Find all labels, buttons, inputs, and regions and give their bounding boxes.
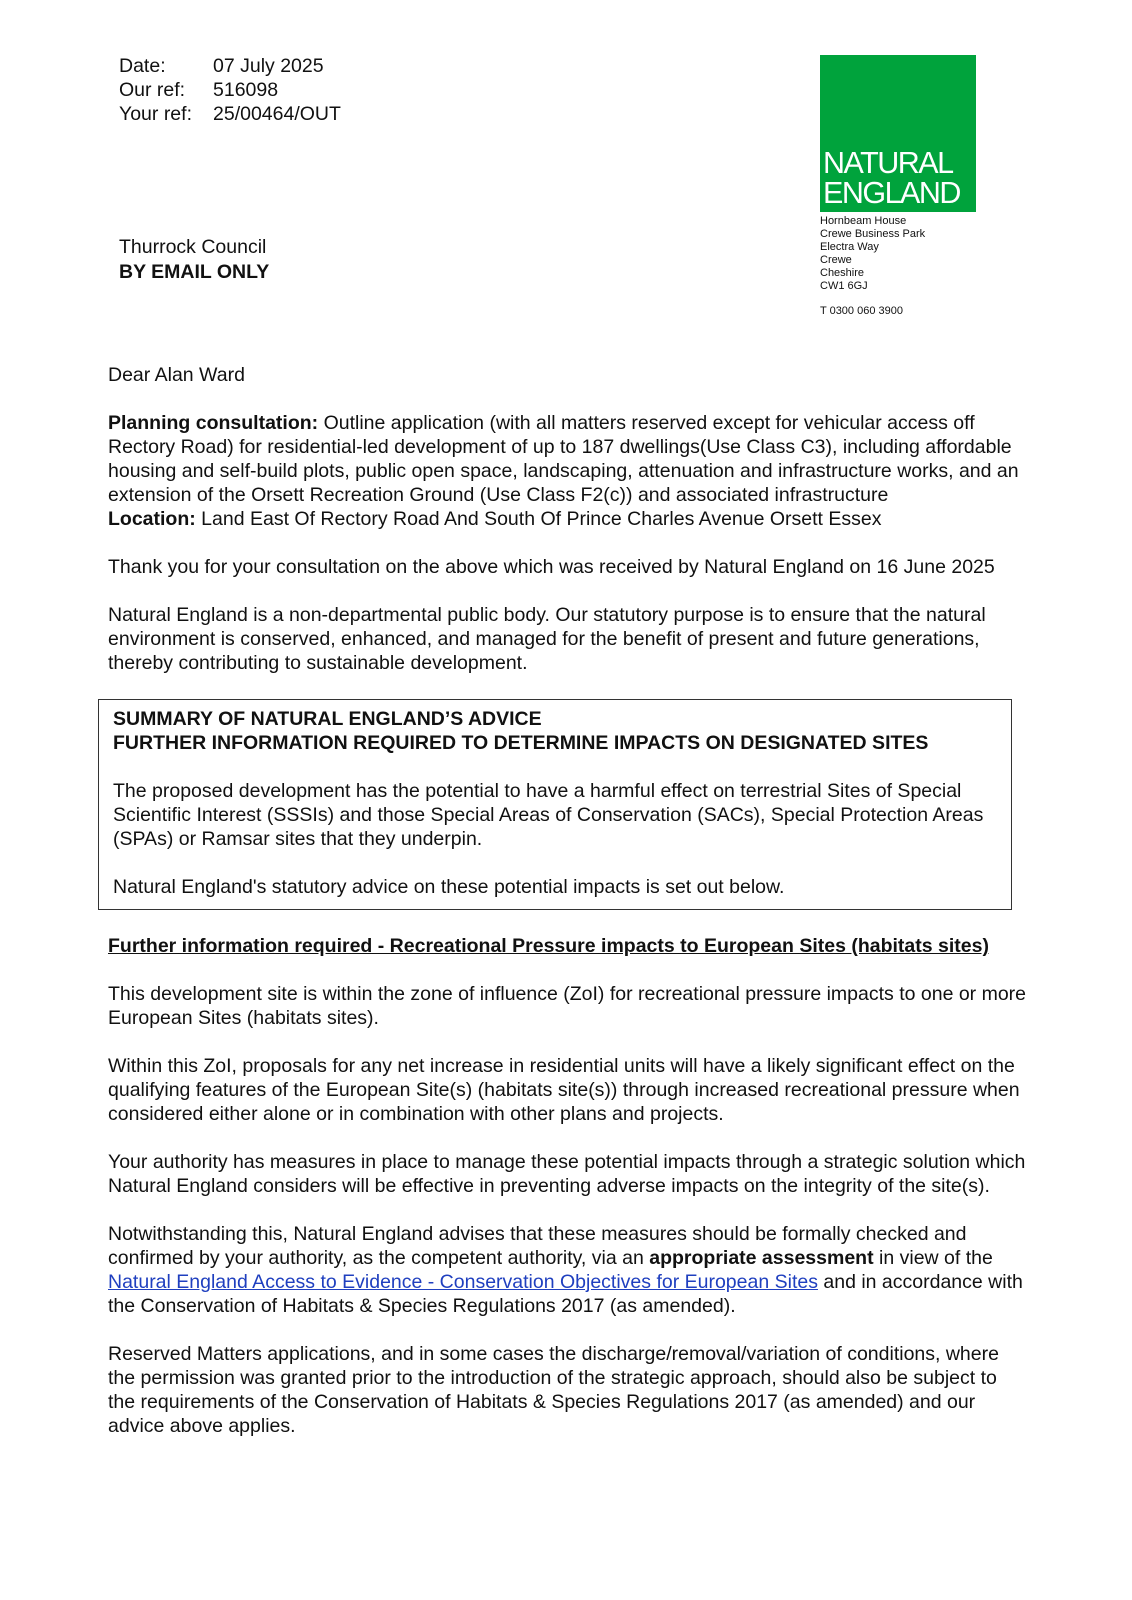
body-paragraph-3: Your authority has measures in place to manage these potential impacts through a strategic solution which Natural England considers will be effective in preventing adverse impacts on the integrity of the site(s). <box>108 1151 1026 1197</box>
your-ref-row <box>119 102 341 126</box>
consultation-paragraph <box>108 411 1028 531</box>
date-row <box>119 54 341 78</box>
our-ref-label: Our ref: <box>119 79 186 101</box>
summary-title-line-1: SUMMARY OF NATURAL ENGLAND’S ADVICE <box>113 708 542 730</box>
body-paragraph-1: This development site is within the zone of influence (ZoI) for recreational pressure impacts to one or more European Sites (habitats sites). <box>108 983 1027 1029</box>
address-line: Cheshire <box>820 267 865 279</box>
date-label: Date: <box>119 55 166 77</box>
logo-wordmark <box>823 148 960 208</box>
consultation-label: Planning consultation: <box>108 412 319 434</box>
p4-text-c: and in accordance with the Conservation of Habitats & Species Regulations 2017 (as amended). <box>108 1271 1023 1317</box>
delivery-method: BY EMAIL ONLY <box>119 261 270 283</box>
location-text: Land East Of Rectory Road And South Of Prince Charles Avenue Orsett Essex <box>195 508 882 530</box>
letter-body <box>108 363 1028 1462</box>
intro-paragraph: Natural England is a non-departmental public body. Our statutory purpose is to ensure that the natural environment is conserved, enhanced, and managed for the benefit of present and future generations, thereby contributing to sustainable development. <box>108 604 986 674</box>
reference-block <box>119 54 341 126</box>
body-paragraph-2: Within this ZoI, proposals for any net increase in residential units will have a likely significant effect on the qualifying features of the European Site(s) (habitats site(s)) through increased recreational pressure when considered either alone or in combination with other plans and projects. <box>108 1055 1020 1125</box>
summary-title-line-2: FURTHER INFORMATION REQUIRED TO DETERMINE IMPACTS ON DESIGNATED SITES <box>113 732 929 754</box>
logo-line-2: ENGLAND <box>823 176 960 210</box>
sender-phone: T 0300 060 3900 <box>820 305 903 317</box>
your-ref-value: 25/00464/OUT <box>213 103 341 125</box>
address-line: Crewe <box>820 254 852 266</box>
p4-text-b: in view of the <box>873 1247 993 1269</box>
summary-title <box>113 707 1003 755</box>
address-line: Hornbeam House <box>820 215 907 227</box>
summary-paragraph-2: Natural England's statutory advice on these potential impacts is set out below. <box>113 876 785 898</box>
date-value: 07 July 2025 <box>213 55 324 77</box>
your-ref-label: Your ref: <box>119 103 192 125</box>
recipient-name: Thurrock Council <box>119 236 267 258</box>
recipient-block <box>119 235 269 285</box>
body-paragraph-5: Reserved Matters applications, and in some cases the discharge/removal/variation of conditions, where the permission was granted prior to the introduction of the strategic approach, should also be subject to the requirements of the Conservation of Habitats & Species Regulations 2017 (as amended) and our advice above applies. <box>108 1343 999 1437</box>
advice-summary-box <box>98 699 1012 910</box>
sender-address <box>820 215 925 318</box>
body-paragraph-4 <box>108 1222 1028 1318</box>
address-line: CW1 6GJ <box>820 280 868 292</box>
thanks-paragraph: Thank you for your consultation on the above which was received by Natural England on 16 June 2025 <box>108 556 995 578</box>
consultation-text: Outline application (with all matters reserved except for vehicular access off Rectory Road) for residential-led development of up to 187 dwellings(Use Class C3), including affordable housing and self-build plots, public open space, landscaping, attenuation and infrastructure works, and an extension of the Orsett Recreation Ground (Use Class F2(c)) and associated infrastructure <box>108 412 1019 506</box>
summary-paragraph-1: The proposed development has the potential to have a harmful effect on terrestrial Sites of Special Scientific Interest (SSSIs) and those Special Areas of Conservation (SACs), Special Protection Areas (SPAs) or Ramsar sites that they underpin. <box>113 780 984 850</box>
location-label: Location: <box>108 508 196 530</box>
salutation: Dear Alan Ward <box>108 364 245 386</box>
our-ref-row <box>119 78 341 102</box>
conservation-objectives-link[interactable]: Natural England Access to Evidence - Conservation Objectives for European Sites <box>108 1271 818 1293</box>
address-line: Electra Way <box>820 241 879 253</box>
address-line: Crewe Business Park <box>820 228 926 240</box>
natural-england-logo <box>820 55 976 212</box>
our-ref-value: 516098 <box>213 79 279 101</box>
appropriate-assessment-text: appropriate assessment <box>649 1247 874 1269</box>
p4-text-a: Notwithstanding this, Natural England advises that these measures should be formally checked and confirmed by your authority, as the competent authority, via an <box>108 1223 967 1269</box>
section-heading: Further information required - Recreational Pressure impacts to European Sites (habitats sites) <box>108 935 989 957</box>
logo-line-1: NATURAL <box>823 146 953 180</box>
